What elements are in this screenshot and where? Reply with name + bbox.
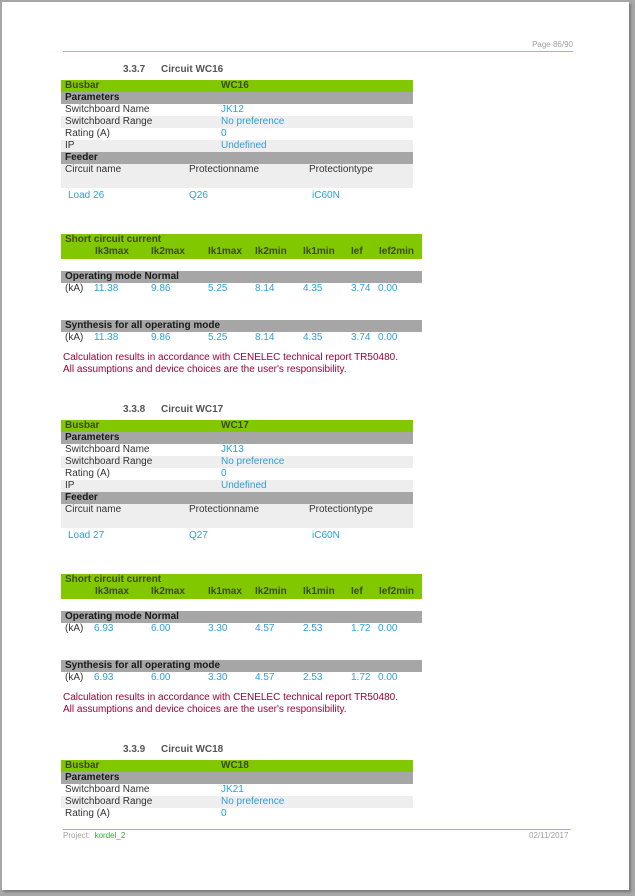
kA-value: 6.93	[94, 672, 114, 683]
kA-value: 0.00	[378, 283, 398, 294]
unit-label: (kA)	[65, 623, 84, 634]
ip-value: Undefined	[221, 140, 267, 151]
switchboard-range-value: No preference	[221, 796, 285, 807]
rating-label: Rating (A)	[65, 128, 111, 139]
ip-label: IP	[65, 140, 75, 151]
rating-row	[61, 808, 413, 820]
switchboard-range-label: Switchboard Range	[65, 456, 153, 467]
section-title: 3.3.9 Circuit WC18	[123, 744, 224, 755]
switchboard-range-label: Switchboard Range	[65, 796, 153, 807]
column-header: Ik1min	[303, 246, 335, 257]
kA-value: 8.14	[255, 332, 275, 343]
synthesis-label: Synthesis for all operating mode	[65, 320, 221, 331]
feeder-circuit: Load 27	[68, 530, 105, 541]
kA-value: 4.35	[303, 332, 323, 343]
kA-value: 6.00	[151, 623, 171, 634]
operating-mode-label: Operating mode Normal	[65, 611, 179, 622]
rating-label: Rating (A)	[65, 468, 111, 479]
synthesis-label: Synthesis for all operating mode	[65, 660, 221, 671]
busbar-value: WC18	[221, 760, 249, 771]
kA-values-row	[61, 672, 422, 684]
parameters-header	[61, 772, 413, 784]
switchboard-range-row	[61, 456, 413, 468]
column-header: Ief	[351, 246, 363, 257]
switchboard-name-label: Switchboard Name	[65, 784, 150, 795]
kA-value: 4.57	[255, 623, 275, 634]
feeder-header	[61, 152, 413, 164]
column-header: Ief2min	[379, 246, 415, 257]
switchboard-range-label: Switchboard Range	[65, 116, 153, 127]
column-header: Ik2min	[255, 586, 287, 597]
switchboard-name-row	[61, 104, 413, 116]
feeder-type: iC60N	[312, 190, 340, 201]
column-header: Ik1min	[303, 586, 335, 597]
feeder-row	[61, 530, 413, 542]
feeder-protection: Q26	[189, 190, 208, 201]
section-title: 3.3.7 Circuit WC16	[123, 64, 224, 75]
kA-value: 4.57	[255, 672, 275, 683]
feeder-protection: Q27	[189, 530, 208, 541]
feeder-columns	[61, 164, 413, 188]
kA-values-row	[61, 332, 422, 344]
feeder-label: Feeder	[65, 152, 98, 163]
operating-mode-label: Operating mode Normal	[65, 271, 179, 282]
switchboard-range-row	[61, 796, 413, 808]
feeder-header	[61, 492, 413, 504]
kA-value: 3.30	[208, 623, 228, 634]
kA-value: 5.25	[208, 332, 228, 343]
parameters-label: Parameters	[65, 432, 120, 443]
protection-type-label: Protectiontype	[309, 504, 373, 515]
kA-value: 8.14	[255, 283, 275, 294]
column-header: Ik1max	[208, 246, 242, 257]
kA-values-row	[61, 283, 422, 295]
kA-value: 5.25	[208, 283, 228, 294]
kA-value: 9.86	[151, 283, 171, 294]
footer-date: 02/11/2017	[529, 831, 569, 840]
kA-value: 1.72	[351, 623, 371, 634]
switchboard-name-label: Switchboard Name	[65, 104, 150, 115]
protection-name-label: Protectionname	[189, 504, 260, 515]
busbar-label: Busbar	[65, 760, 100, 771]
ip-value: Undefined	[221, 480, 267, 491]
unit-label: (kA)	[65, 672, 84, 683]
kA-value: 1.72	[351, 672, 371, 683]
feeder-type: iC60N	[312, 530, 340, 541]
short-circuit-header: Short circuit current Ik3max Ik2max Ik1max Ik2min Ik1min Ief Ief2min	[61, 234, 422, 259]
operating-mode-header	[61, 271, 422, 283]
section-title: 3.3.8 Circuit WC17	[123, 404, 224, 415]
ip-label: IP	[65, 480, 75, 491]
rating-value: 0	[221, 128, 227, 139]
column-header: Ief	[351, 586, 363, 597]
kA-value: 3.74	[351, 283, 371, 294]
parameters-header	[61, 92, 413, 104]
rating-value: 0	[221, 468, 227, 479]
switchboard-range-row	[61, 116, 413, 128]
protection-name-label: Protectionname	[189, 164, 260, 175]
switchboard-name-value: JK13	[221, 444, 244, 455]
column-header: Ik3max	[95, 246, 129, 257]
kA-value: 0.00	[378, 332, 398, 343]
column-header: Ik1max	[208, 586, 242, 597]
kA-value: 9.86	[151, 332, 171, 343]
busbar-label: Busbar	[65, 80, 100, 91]
switchboard-name-value: JK12	[221, 104, 244, 115]
footer-rule	[63, 829, 571, 830]
rating-row	[61, 468, 413, 480]
page-number: Page 86/90	[532, 40, 573, 49]
responsibility-note: All assumptions and device choices are the user's responsibility.	[63, 364, 347, 375]
kA-value: 2.53	[303, 623, 323, 634]
parameters-header	[61, 432, 413, 444]
responsibility-note: All assumptions and device choices are the user's responsibility.	[63, 704, 347, 715]
busbar-row	[61, 80, 413, 92]
circuit-name-label: Circuit name	[65, 164, 122, 175]
column-header: Ik2min	[255, 246, 287, 257]
column-header: Ief2min	[379, 586, 415, 597]
kA-values-row	[61, 623, 422, 635]
kA-value: 2.53	[303, 672, 323, 683]
protection-type-label: Protectiontype	[309, 164, 373, 175]
kA-value: 11.38	[94, 283, 119, 294]
busbar-row	[61, 420, 413, 432]
calculation-note: Calculation results in accordance with CENELEC technical report TR50480.	[63, 692, 398, 703]
parameters-label: Parameters	[65, 92, 120, 103]
busbar-label: Busbar	[65, 420, 100, 431]
kA-value: 3.74	[351, 332, 371, 343]
unit-label: (kA)	[65, 332, 84, 343]
feeder-circuit: Load 26	[68, 190, 105, 201]
kA-value: 6.93	[94, 623, 114, 634]
kA-value: 4.35	[303, 283, 323, 294]
kA-value: 0.00	[378, 623, 398, 634]
unit-label: (kA)	[65, 283, 84, 294]
project-name: kordel_2	[94, 831, 126, 840]
kA-value: 6.00	[151, 672, 171, 683]
column-header: Ik2max	[151, 586, 185, 597]
column-header: Ik2max	[151, 246, 185, 257]
switchboard-name-label: Switchboard Name	[65, 444, 150, 455]
column-header: Ik3max	[95, 586, 129, 597]
operating-mode-header	[61, 611, 422, 623]
switchboard-name-row	[61, 784, 413, 796]
synthesis-header	[61, 660, 422, 672]
switchboard-name-row	[61, 444, 413, 456]
feeder-row	[61, 190, 413, 202]
synthesis-header	[61, 320, 422, 332]
switchboard-range-value: No preference	[221, 456, 285, 467]
circuit-name-label: Circuit name	[65, 504, 122, 515]
ip-row	[61, 140, 413, 152]
kA-value: 3.30	[208, 672, 228, 683]
rating-value: 0	[221, 808, 227, 819]
parameters-label: Parameters	[65, 772, 120, 783]
header-rule	[63, 51, 573, 52]
calculation-note: Calculation results in accordance with CENELEC technical report TR50480.	[63, 352, 398, 363]
feeder-label: Feeder	[65, 492, 98, 503]
busbar-value: WC17	[221, 420, 249, 431]
footer-project: Project: kordel_2	[63, 831, 126, 840]
rating-row	[61, 128, 413, 140]
switchboard-range-value: No preference	[221, 116, 285, 127]
kA-value: 0.00	[378, 672, 398, 683]
feeder-columns	[61, 504, 413, 528]
switchboard-name-value: JK21	[221, 784, 244, 795]
busbar-row	[61, 760, 413, 772]
rating-label: Rating (A)	[65, 808, 111, 819]
kA-value: 11.38	[94, 332, 119, 343]
short-circuit-header: Short circuit current Ik3max Ik2max Ik1max Ik2min Ik1min Ief Ief2min	[61, 574, 422, 599]
busbar-value: WC16	[221, 80, 249, 91]
ip-row	[61, 480, 413, 492]
